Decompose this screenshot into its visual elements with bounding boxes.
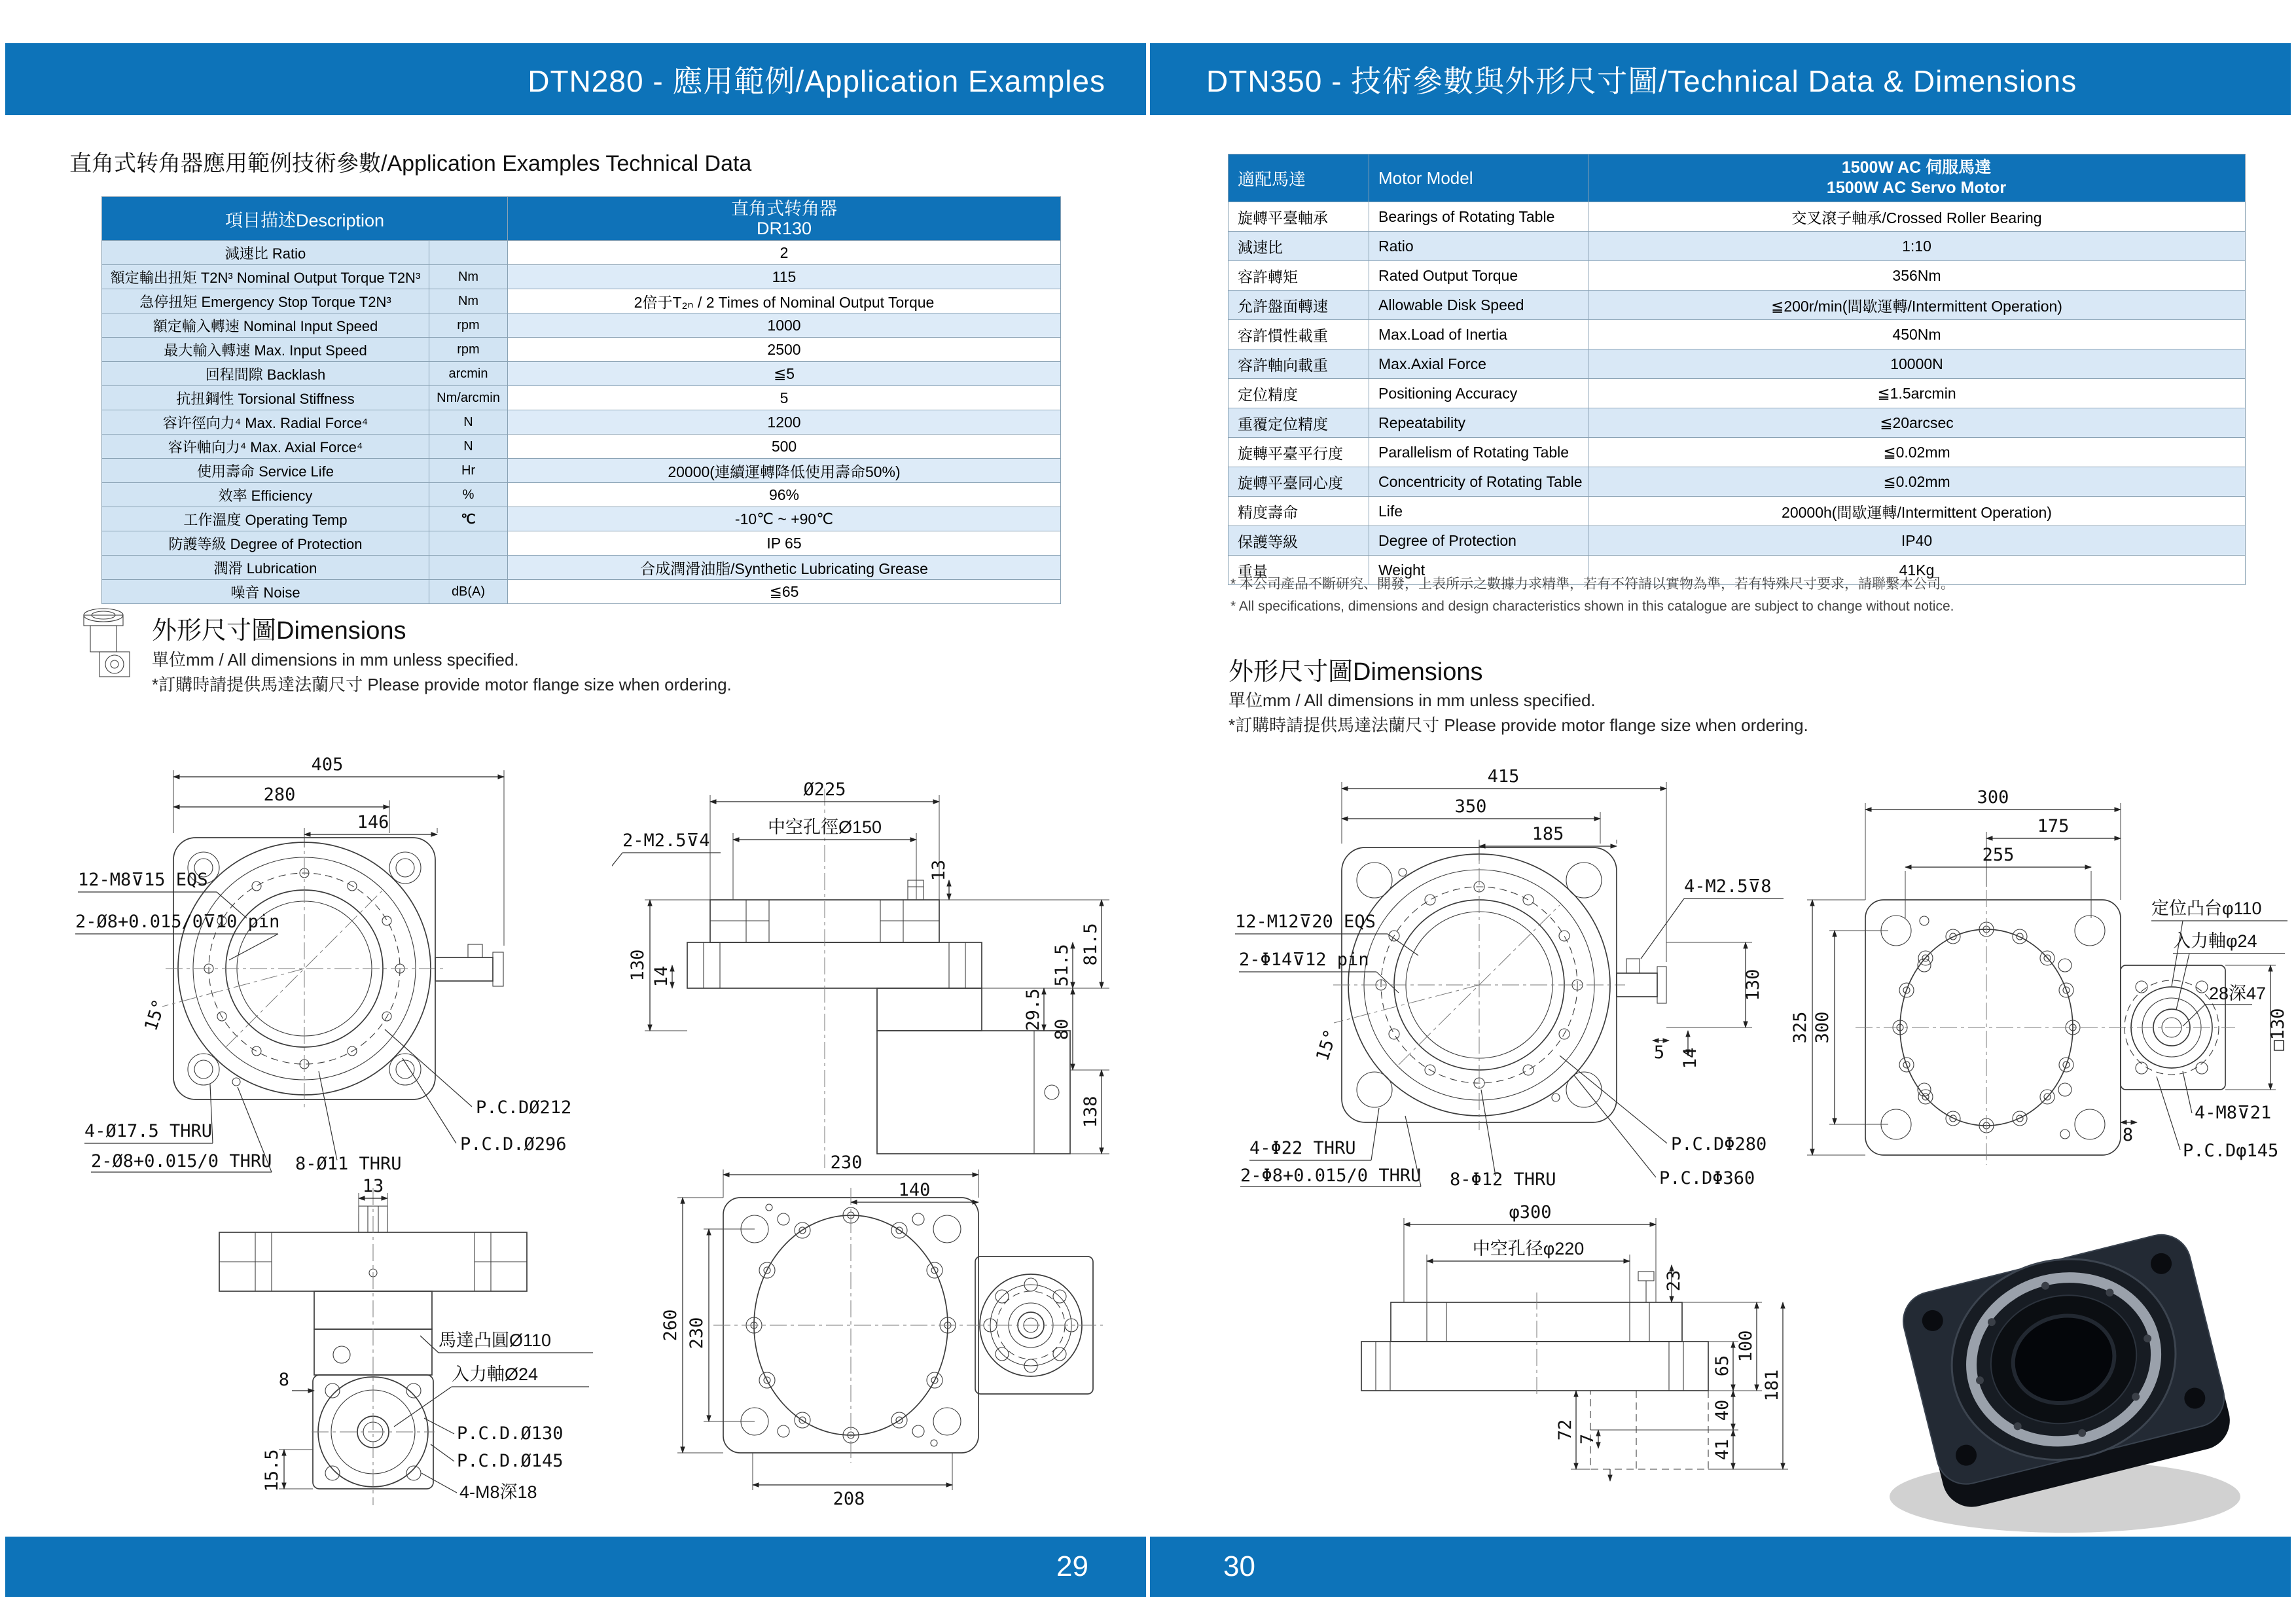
label-pcd130: P.C.D.Ø130 [457,1423,564,1444]
row-value: 1200 [508,410,1061,435]
row-value: ≦1.5arcmin [1588,379,2246,408]
table-row [1229,349,2246,379]
product-model: DR130 [756,219,812,238]
dimension-lines [1342,766,1763,1069]
footer-right [1150,1537,2291,1597]
row-en: Parallelism of Rotating Table [1369,438,1588,467]
dim-175: 175 [2037,816,2070,836]
row-unit [429,531,508,556]
row-label: 減速比 Ratio [102,241,429,265]
label-pcd145: P.C.Dφ145 [2183,1141,2279,1161]
dim-146: 146 [357,812,389,832]
row-value: ≦200r/min(間歇運轉/Intermittent Operation) [1588,291,2246,320]
dimension-lines [612,779,1109,1154]
row-unit: rpm [429,313,508,338]
label-tap-m25: 2-M2.5⊽4 [622,830,710,851]
dim-72: 72 [1555,1419,1575,1441]
table-row [102,313,1061,338]
table-row [102,289,1061,313]
motor-spec-zh: 1500W AC 伺服馬達 [1841,158,1992,177]
table-header-row [1229,154,2246,202]
row-unit: N [429,410,508,435]
label-angle-15: 15° [1312,1027,1342,1064]
label-bolt-thru: 8-Φ12 THRU [1450,1169,1556,1188]
row-zh: 容許軸向載重 [1229,349,1369,379]
dim-325: 325 [1790,1011,1810,1044]
row-label: 使用壽命 Service Life [102,459,429,483]
dim-13: 13 [362,1176,384,1196]
row-value: 1000 [508,313,1061,338]
leader-labels [2151,899,2287,1161]
left-dimensions-note-units: 單位mm / All dimensions in mm unless specified. [152,650,519,669]
row-unit: % [429,483,508,507]
row-value: 450Nm [1588,320,2246,349]
dim-8: 8 [278,1370,289,1390]
label-tap-holes: 12-M8⊽15 EQS [78,870,208,890]
row-en: Rated Output Torque [1369,261,1588,291]
table-row [1229,438,2246,467]
footnote-en: * All specifications, dimensions and design characteristics shown in this catalogue are subject to change without notice. [1230,599,1954,614]
row-unit: rpm [429,338,508,362]
row-unit: dB(A) [429,580,508,604]
table-row [1229,320,2246,349]
row-value: 合成潤滑油脂/Synthetic Lubricating Grease [508,556,1061,580]
label-input-shaft: 入力軸Ø24 [452,1364,539,1384]
label-pcd145: P.C.D.Ø145 [457,1451,564,1471]
dim-41: 41 [1712,1438,1732,1461]
table-row [1229,291,2246,320]
row-zh: 旋轉平臺平行度 [1229,438,1369,467]
dim-350: 350 [1454,796,1487,817]
table-row [102,459,1061,483]
label-pcd296: P.C.D.Ø296 [460,1134,567,1154]
label-pin-holes: 2-Ø8+0.015/0⊽10 pin [75,912,280,932]
page-title-right: DTN350 - 技術參數與外形尺寸圖/Technical Data & Dimensions [1206,64,2077,98]
table-row [102,265,1061,289]
table-row [1229,408,2246,438]
dim-230-left: 230 [687,1317,707,1349]
dim-300-top: 300 [1977,787,2009,808]
leader-labels [394,1330,593,1502]
dim-65: 65 [1712,1355,1732,1377]
dim-5: 5 [1653,1043,1665,1063]
row-en: Repeatability [1369,408,1588,438]
row-value: 2 [508,241,1061,265]
row-value: IP40 [1588,526,2246,556]
row-zh: 容許慣性載重 [1229,320,1369,349]
page-title-left: DTN280 - 應用範例/Application Examples [528,64,1105,98]
row-label: 額定輸入轉速 Nominal Input Speed [102,313,429,338]
label-pin-thru: 2-Φ8+0.015/0 THRU [1240,1166,1422,1186]
row-unit: Nm [429,289,508,313]
flange-outline [1333,840,1666,1130]
row-unit: N [429,435,508,459]
label-pcd212: P.C.DØ212 [476,1097,572,1118]
row-value: 20000(連續運轉降低使用壽命50%) [508,459,1061,483]
left-dimensions-title: 外形尺寸圖Dimensions [152,617,406,645]
page-number-left: 29 [1056,1550,1088,1582]
left-dimensions-note-flange: *訂購時請提供馬達法蘭尺寸 Please provide motor flange size when ordering. [152,675,732,694]
table-row [1229,232,2246,261]
drawing-dtn350-front-view [1234,762,1790,1188]
dim-130: 130 [1743,969,1763,1001]
leader-labels [75,870,571,1174]
right-dimensions-title: 外形尺寸圖Dimensions [1229,658,1483,686]
table-row [102,338,1061,362]
row-label: 抗扭鋼性 Torsional Stiffness [102,386,429,410]
row-unit [429,241,508,265]
row-en: Max.Load of Inertia [1369,320,1588,349]
row-zh: 減速比 [1229,232,1369,261]
row-value: IP 65 [508,531,1061,556]
flange-outline [162,830,503,1107]
dim-80: 80 [1052,1018,1072,1041]
label-locating-boss: 定位凸台φ110 [2151,899,2262,918]
row-en: Ratio [1369,232,1588,261]
product-name: 直角式转角器 [731,199,837,219]
table-row [1229,379,2246,408]
dim-300-left: 300 [1812,1011,1833,1044]
row-zh: 允許盤面轉速 [1229,291,1369,320]
dimensions-icon [73,603,141,682]
row-value: ≦0.02mm [1588,467,2246,497]
dim-81-5: 81.5 [1081,923,1101,966]
label-bolt-thru: 8-Ø11 THRU [295,1154,402,1174]
label-pcd280: P.C.DΦ280 [1671,1134,1767,1154]
label-hollow-bore: 中空孔徑Ø150 [767,817,882,837]
row-en: Positioning Accuracy [1369,379,1588,408]
table-header-row [102,197,1061,241]
drawing-dr130-plate-view [612,1142,1116,1508]
row-value: 2倍于T₂ₙ / 2 Times of Nominal Output Torque [508,289,1061,313]
table-row [102,580,1061,604]
dim-230-top: 230 [830,1152,863,1173]
label-tap-holes: 12-M12⊽20 EQS [1235,912,1376,932]
row-value: 356Nm [1588,261,2246,291]
label-tap-m8: 4-M8深18 [459,1482,537,1502]
row-en: Concentricity of Rotating Table [1369,467,1588,497]
label-tap-m8-21: 4-M8⊽21 [2195,1103,2272,1123]
dim-40: 40 [1712,1399,1732,1421]
row-value: 115 [508,265,1061,289]
table-row [102,531,1061,556]
dimension-lines [262,1176,387,1492]
row-label: 容许徑向力⁴ Max. Radial Force⁴ [102,410,429,435]
row-unit [429,556,508,580]
dim-29-5: 29.5 [1023,988,1043,1031]
dimension-lines [1404,1202,1788,1469]
row-label: 效率 Efficiency [102,483,429,507]
dim-185: 185 [1532,824,1564,844]
table-row [1229,467,2246,497]
dim-415: 415 [1487,766,1520,787]
plate-outline [713,1188,1103,1463]
row-unit: arcmin [429,362,508,386]
table-row [1229,497,2246,526]
footnote-zh: * 本公司產品不斷研究、開發，上表所示之數據力求精準，若有不符請以實物為準，若有特殊尺寸要求，請聯繫本公司。 [1230,577,1955,592]
dim-d300: φ300 [1509,1202,1552,1222]
label-corner-thru: 4-Ø17.5 THRU [84,1121,213,1141]
row-zh: 旋轉平臺軸承 [1229,202,1369,232]
header-bar [5,43,2291,115]
row-zh: 保護等級 [1229,526,1369,556]
col-product-header [508,197,1061,241]
dim-51-5: 51.5 [1052,944,1072,987]
drawing-dr130-side-view [612,749,1129,1175]
row-value: 500 [508,435,1061,459]
row-zh: 精度壽命 [1229,497,1369,526]
dim-d225: Ø225 [803,779,846,800]
row-en: Weight [1369,556,1588,585]
dim-255: 255 [1982,845,2015,865]
header-motor-value [1588,154,2246,202]
row-en: Life [1369,497,1588,526]
dim-23: 23 [1664,1270,1684,1292]
dim-100: 100 [1736,1330,1756,1363]
row-en: Max.Axial Force [1369,349,1588,379]
label-pcd360: P.C.DΦ360 [1659,1168,1755,1188]
header-motor-zh: 適配馬達 [1229,154,1369,202]
motor-spec-en: 1500W AC Servo Motor [1826,179,2007,197]
page-number-right: 30 [1223,1550,1255,1582]
drawing-dtn350-plan-view [1790,769,2296,1178]
dim-7: 7 [1577,1433,1598,1445]
row-zh: 旋轉平臺同心度 [1229,467,1369,497]
row-value: 10000N [1588,349,2246,379]
label-motor-boss: 馬達凸圓Ø110 [439,1330,552,1350]
header-right [1150,43,2291,115]
table-row [102,241,1061,265]
dim-405: 405 [311,755,344,775]
header-left [5,43,1146,115]
right-dimensions-note-flange: *訂購時請提供馬達法蘭尺寸 Please provide motor flange size when ordering. [1229,715,1808,735]
row-value: 96% [508,483,1061,507]
label-pin-thru: 2-Ø8+0.015/0 THRU [91,1151,272,1171]
label-hollow-bore: 中空孔径φ220 [1472,1239,1585,1258]
left-section-title: 直角式转角器應用範例技術參數/Application Examples Technical Data [69,151,752,176]
drawing-dtn350-section-view [1276,1175,1806,1482]
dim-13: 13 [929,859,949,882]
label-angle-15: 15° [141,997,170,1034]
footer-left [5,1537,1146,1597]
dim-138: 138 [1081,1096,1101,1128]
row-label: 回程間隙 Backlash [102,362,429,386]
label-pin-holes: 2-Φ14⊽12 pin [1239,950,1369,970]
dim-130: 130 [628,949,648,982]
dim-15-5: 15.5 [262,1449,282,1492]
leader-labels [1235,876,1784,1188]
row-label: 急停扭矩 Emergency Stop Torque T2N³ [102,289,429,313]
table-footnotes [1230,573,2251,618]
row-value: ≦20arcsec [1588,408,2246,438]
dim-208: 208 [833,1489,865,1508]
drawing-dr130-front-view [75,749,586,1175]
dimension-lines [1790,787,2288,1155]
table-row [102,556,1061,580]
row-unit: Hr [429,459,508,483]
row-value: 41Kg [1588,556,2246,585]
row-label: 工作溫度 Operating Temp [102,507,429,531]
col-description-header: 項目描述Description [102,197,508,241]
table-row [1229,526,2246,556]
dr130-spec-table [101,196,1061,604]
row-label: 額定輸出扭矩 T2N³ Nominal Output Torque T2N³ [102,265,429,289]
row-unit: ℃ [429,507,508,531]
table-row [102,410,1061,435]
row-zh: 定位精度 [1229,379,1369,408]
dim-14: 14 [1680,1047,1700,1069]
label-input-shaft: 入力軸φ24 [2173,931,2257,951]
table-row [102,435,1061,459]
table-row [1229,202,2246,232]
dim-260: 260 [660,1309,681,1342]
header-motor-en: Motor Model [1369,154,1588,202]
table-row [102,507,1061,531]
row-value: 20000h(間歇運轉/Intermittent Operation) [1588,497,2246,526]
dim-181: 181 [1762,1369,1782,1402]
row-value: -10℃ ~ +90℃ [508,507,1061,531]
label-key-depth: 28深47 [2209,984,2267,1003]
row-en: Allowable Disk Speed [1369,291,1588,320]
row-en: Bearings of Rotating Table [1369,202,1588,232]
drawing-dr130-motor-view [98,1175,596,1518]
row-label: 容许軸向力⁴ Max. Axial Force⁴ [102,435,429,459]
table-row [102,483,1061,507]
product-photo [1862,1207,2268,1548]
label-key-tap: 4-M2.5⊽8 [1684,876,1772,897]
row-zh: 重量 [1229,556,1369,585]
dim-140: 140 [898,1180,931,1200]
row-zh: 重覆定位精度 [1229,408,1369,438]
row-value: 1:10 [1588,232,2246,261]
table-row [102,386,1061,410]
right-dimensions-note-units: 單位mm / All dimensions in mm unless specified. [1229,690,1596,710]
row-en: Degree of Protection [1369,526,1588,556]
table-row [102,362,1061,386]
section-outline [1361,1272,1708,1481]
dim-square-130: □130 [2268,1008,2288,1051]
label-corner-thru: 4-Φ22 THRU [1249,1138,1356,1158]
row-value: 交叉滾子軸承/Crossed Roller Bearing [1588,202,2246,232]
side-outline [687,789,1070,1168]
dimension-lines [660,1152,978,1508]
row-unit: Nm [429,265,508,289]
row-unit: Nm/arcmin [429,386,508,410]
dtn350-spec-table [1228,154,2246,585]
row-label: 防護等級 Degree of Protection [102,531,429,556]
row-zh: 容許轉矩 [1229,261,1369,291]
dim-280: 280 [263,785,296,805]
table-row [1229,261,2246,291]
row-label: 潤滑 Lubrication [102,556,429,580]
row-label: 噪音 Noise [102,580,429,604]
row-value: ≦5 [508,362,1061,386]
dim-8: 8 [2122,1125,2134,1145]
row-value: 2500 [508,338,1061,362]
row-value: 5 [508,386,1061,410]
footer-bar [5,1537,2291,1597]
dim-14: 14 [651,965,672,988]
row-label: 最大輸入轉速 Max. Input Speed [102,338,429,362]
row-value: ≦65 [508,580,1061,604]
row-value: ≦0.02mm [1588,438,2246,467]
